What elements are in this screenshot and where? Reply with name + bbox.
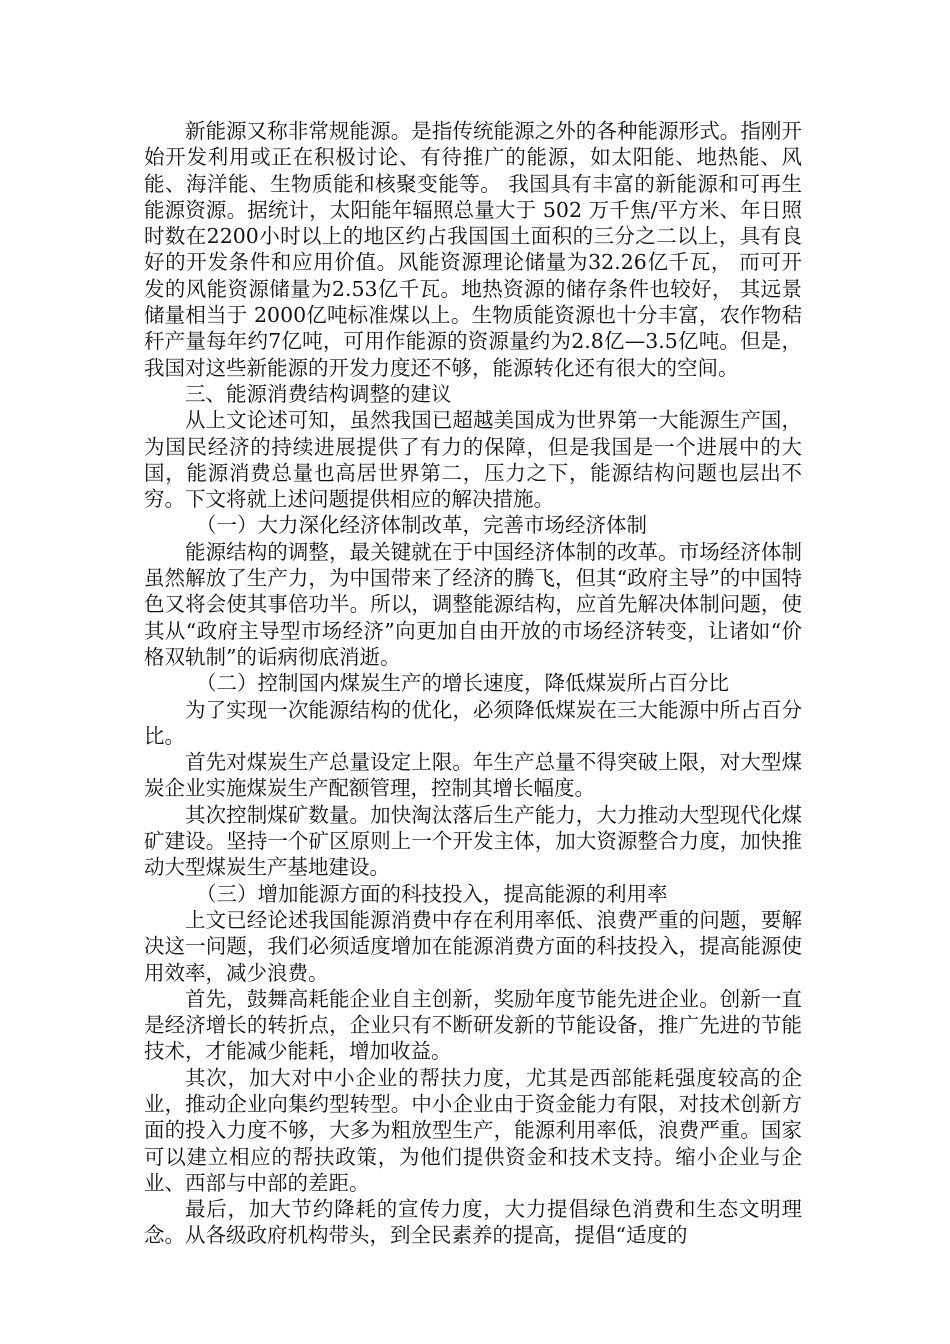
paragraph-reform: 能源结构的调整，最关键就在于中国经济体制的改革。市场经济体制虽然解放了生产力，为中国带来了经济的腾飞，但其“政府主导”的中国特色又将会使其事倍功半。所以，调整能源结构，应首先解决体制问题，使其从“政府主导型市场经济”向更加自由开放的市场经济转变，让诸如“价格双轨制”的诟病彻底消逝。: [144, 539, 802, 669]
paragraph-sme-support: 其次，加大对中小企业的帮扶力度，尤其是西部能耗强度较高的企业，推动企业向集约型转型。中小企业由于资金能力有限，对技术创新方面的投入力度不够，大多为粗放型生产，能源利用率低，浪费严重。国家可以建立相应的帮扶政策，为他们提供资金和技术支持。缩小企业与企业、西部与中部的差距。: [144, 1065, 802, 1195]
paragraph-innovation: 首先，鼓舞高耗能企业自主创新，奖励年度节能先进企业。创新一直是经济增长的转折点，企业只有不断研发新的节能设备，推广先进的节能技术，才能减少能耗，增加收益。: [144, 986, 802, 1064]
paragraph-coal-share: 为了实现一次能源结构的优化，必须降低煤炭在三大能源中所占百分比。: [144, 697, 802, 748]
document-page: [144, 118, 802, 1249]
paragraph-coal-mines: 其次控制煤矿数量。加快淘汰落后生产能力，大力推动大型现代化煤矿建设。坚持一个矿区原则上一个开发主体，加大资源整合力度，加快推动大型煤炭生产基地建设。: [144, 802, 802, 880]
section-heading-3: 三、能源消费结构调整的建议: [185, 381, 452, 406]
paragraph-green-consumption: 最后，加大节约降耗的宣传力度，大力提倡绿色消费和生态文明理念。从各级政府机构带头，到全民素养的提高，提倡“适度的: [144, 1197, 802, 1248]
subsection-heading-3: （三）增加能源方面的科技投入，提高能源的利用率: [196, 881, 668, 906]
paragraph-tech-investment: 上文已经论述我国能源消费中存在利用率低、浪费严重的问题，要解决这一问题，我们必须适度增加在能源消费方面的科技投入，提高能源使用效率，减少浪费。: [144, 907, 802, 985]
paragraph-intro: 从上文论述可知，虽然我国已超越美国成为世界第一大能源生产国，为国民经济的持续进展提供了有力的保障，但是我国是一个进展中的大国，能源消费总量也高居世界第二，压力之下，能源结构问题也层出不穷。下文将就上述问题提供相应的解决措施。: [144, 408, 802, 512]
paragraph-new-energy: 新能源又称非常规能源。是指传统能源之外的各种能源形式。指刚开始开发利用或正在积极讨论、有待推广的能源，如太阳能、地热能、风能、海洋能、生物质能和核聚变能等。 我国具有丰富的新能源和可再生能源资源。据统计，太阳能年辐照总量大于 502 万千焦/平方米、年日照时数在2200小时以上的地区约占我国国土面积的三分之二以上，具有良好的开发条件和应用价值。风能资源理论储量为32.26亿千瓦， 而可开发的风能资源储量为2.53亿千瓦。地热资源的储存条件也较好， 其远景储量相当于 2000亿吨标准煤以上。生物质能资源也十分丰富，农作物秸秆产量每年约7亿吨，可用作能源的资源量约为2.8亿—3.5亿吨。但是，我国对这些新能源的开发力度还不够，能源转化还有很大的空间。: [144, 119, 802, 380]
paragraph-coal-cap: 首先对煤炭生产总量设定上限。年生产总量不得突破上限，对大型煤炭企业实施煤炭生产配额管理，控制其增长幅度。: [144, 750, 802, 801]
subsection-heading-2: （二）控制国内煤炭生产的增长速度，降低煤炭所占百分比: [196, 671, 729, 696]
subsection-heading-1: （一）大力深化经济体制改革，完善市场经济体制: [196, 513, 647, 538]
